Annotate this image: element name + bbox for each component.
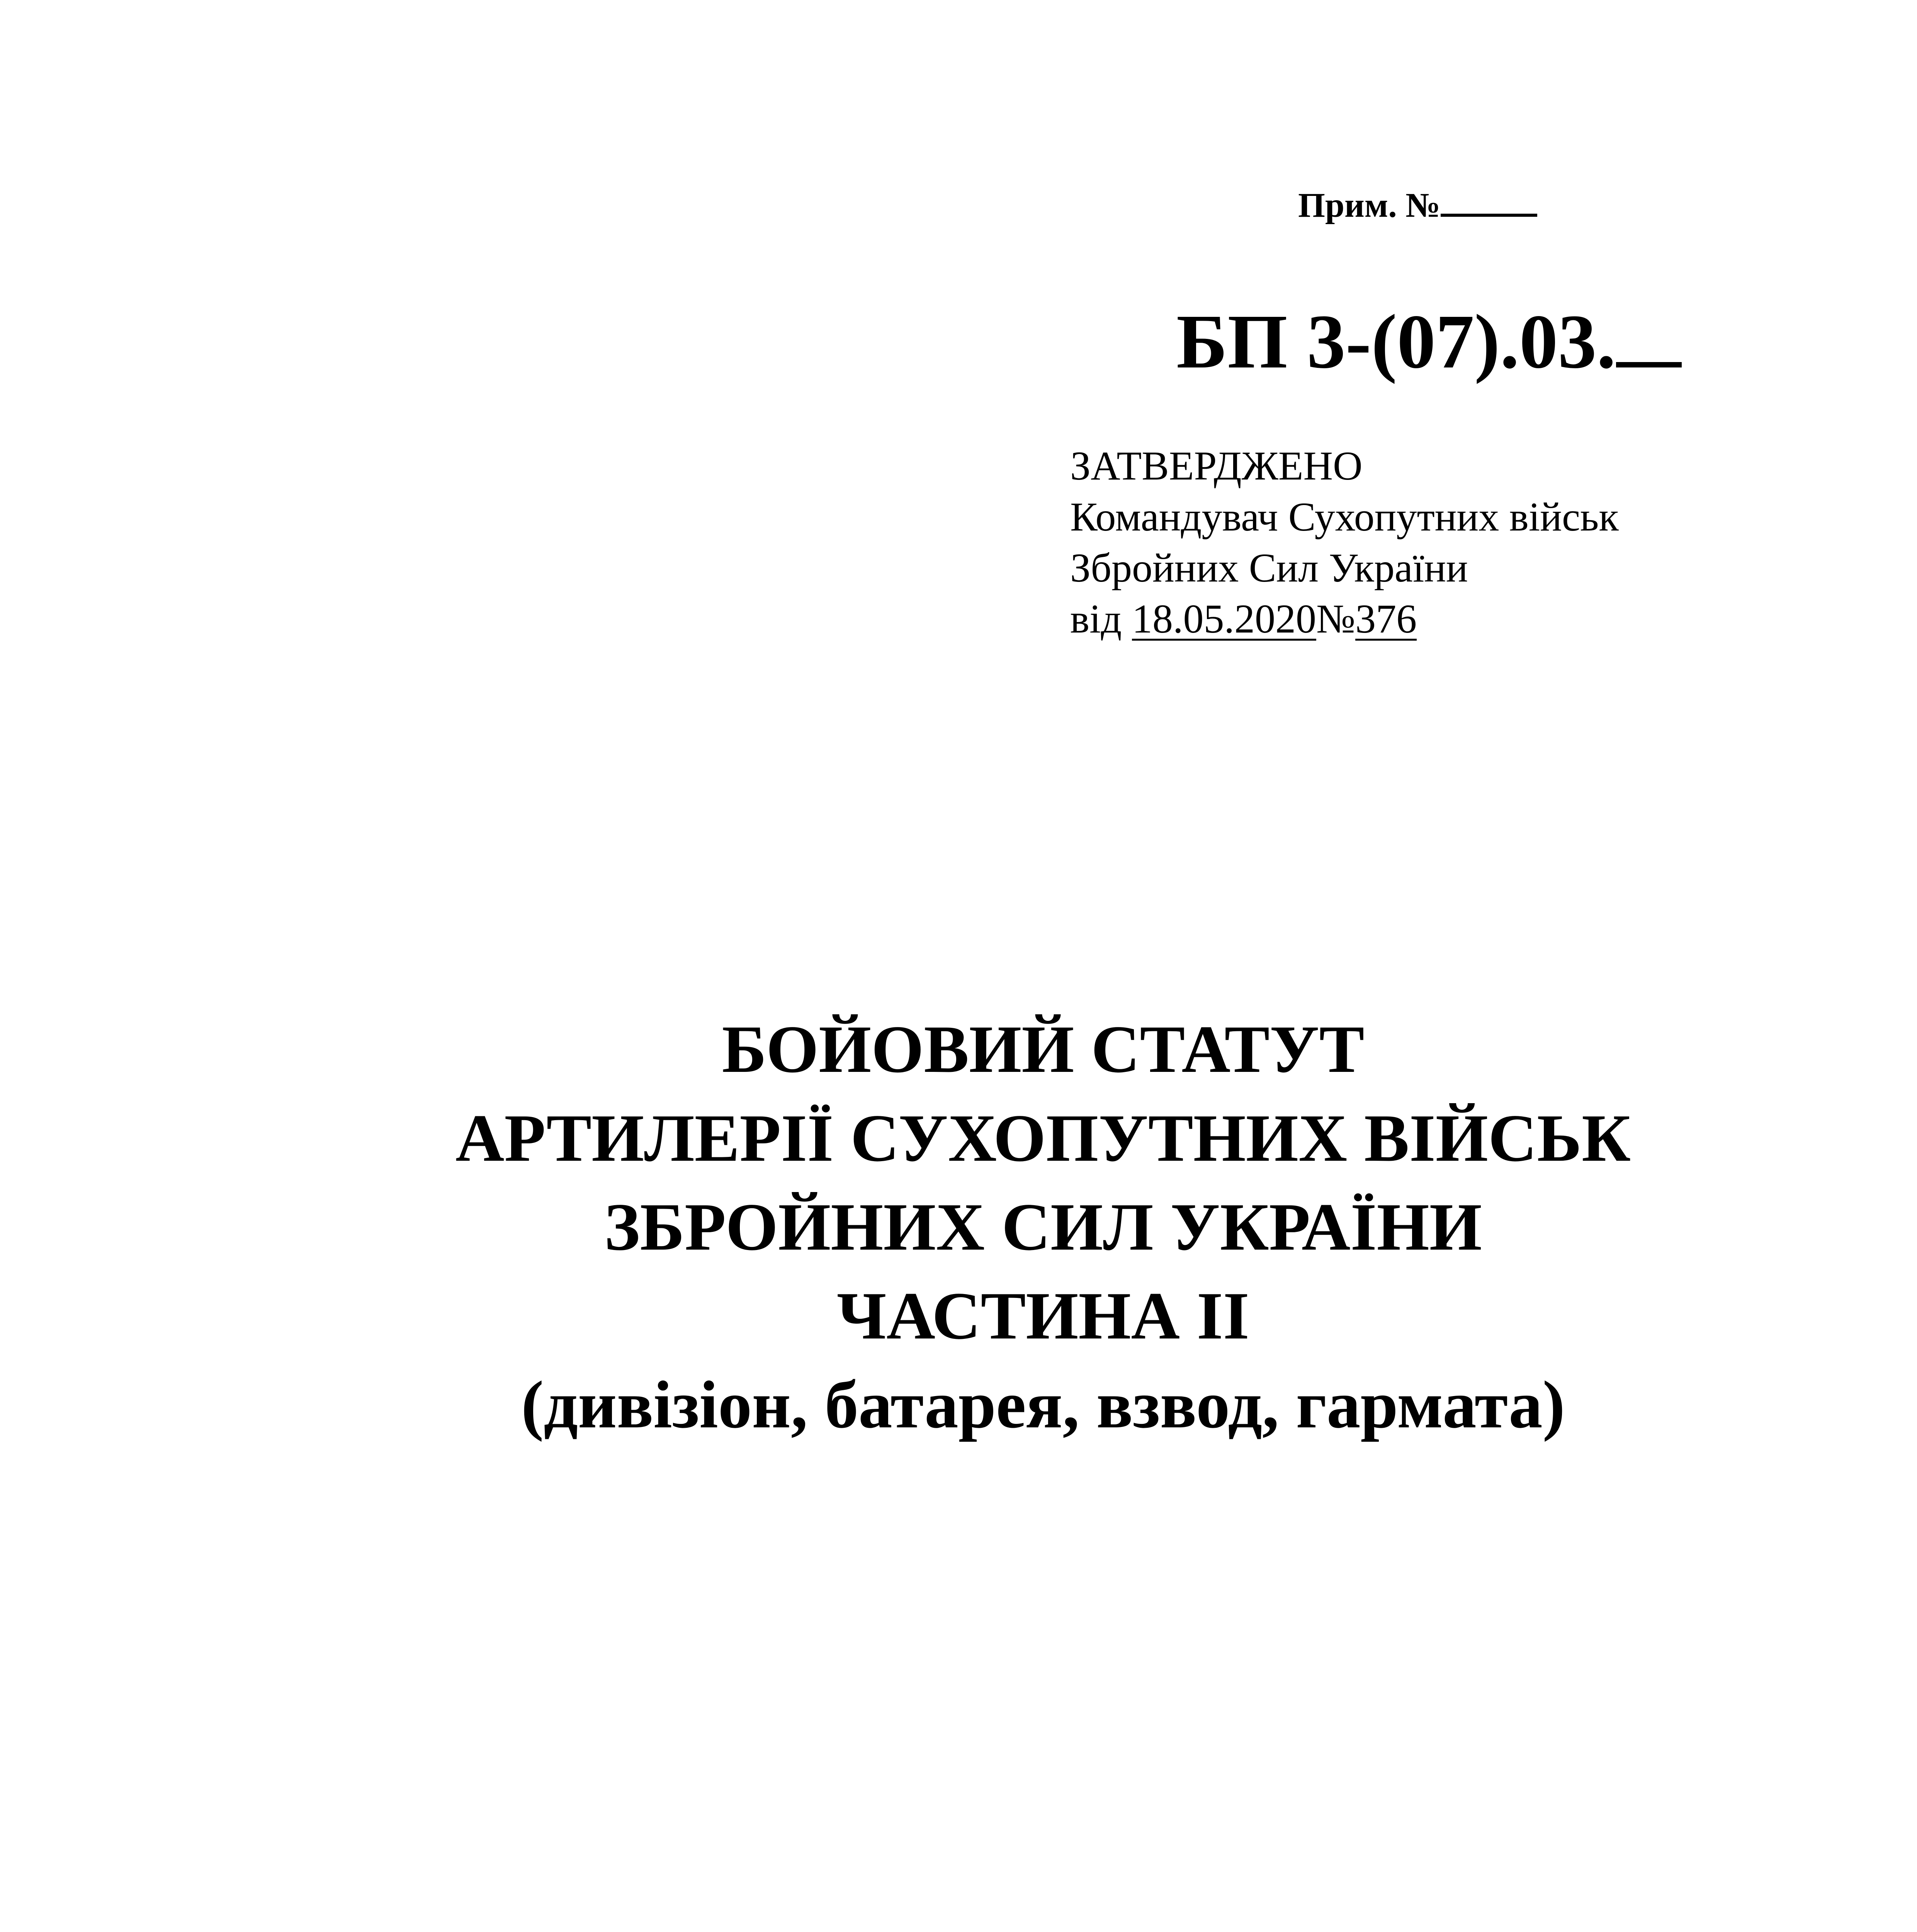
approval-block <box>1070 440 1804 645</box>
approval-date-prefix: від <box>1070 596 1122 641</box>
document-code-blank <box>1616 308 1682 367</box>
title-line-4: ЧАСТИНА II <box>837 1278 1249 1353</box>
approval-date-line <box>1070 594 1804 645</box>
copy-number-blank <box>1441 187 1537 217</box>
document-code <box>1176 298 1717 386</box>
approval-line-2: Збройних Сил України <box>1070 545 1468 590</box>
copy-number <box>1298 185 1569 225</box>
copy-number-label: Прим. № <box>1298 186 1441 224</box>
approval-line-1: Командувач Сухопутних військ <box>1070 494 1619 539</box>
title-line-2: АРТИЛЕРІЇ СУХОПУТНИХ ВІЙСЬК <box>455 1100 1631 1175</box>
title-line-1: БОЙОВИЙ СТАТУТ <box>722 1012 1365 1087</box>
document-code-text: БП 3-(07).03. <box>1176 299 1616 384</box>
approval-number-prefix: № <box>1316 596 1356 641</box>
title-line-3: ЗБРОЙНИХ СИЛ УКРАЇНИ <box>604 1189 1482 1264</box>
title-line-5: (дивізіон, батарея, взвод, гармата) <box>521 1367 1565 1442</box>
approval-stamp: ЗАТВЕРДЖЕНО <box>1070 443 1363 488</box>
document-title <box>232 1005 1854 1449</box>
approval-number: 376 <box>1355 596 1417 641</box>
approval-date: 18.05.2020 <box>1132 596 1316 641</box>
